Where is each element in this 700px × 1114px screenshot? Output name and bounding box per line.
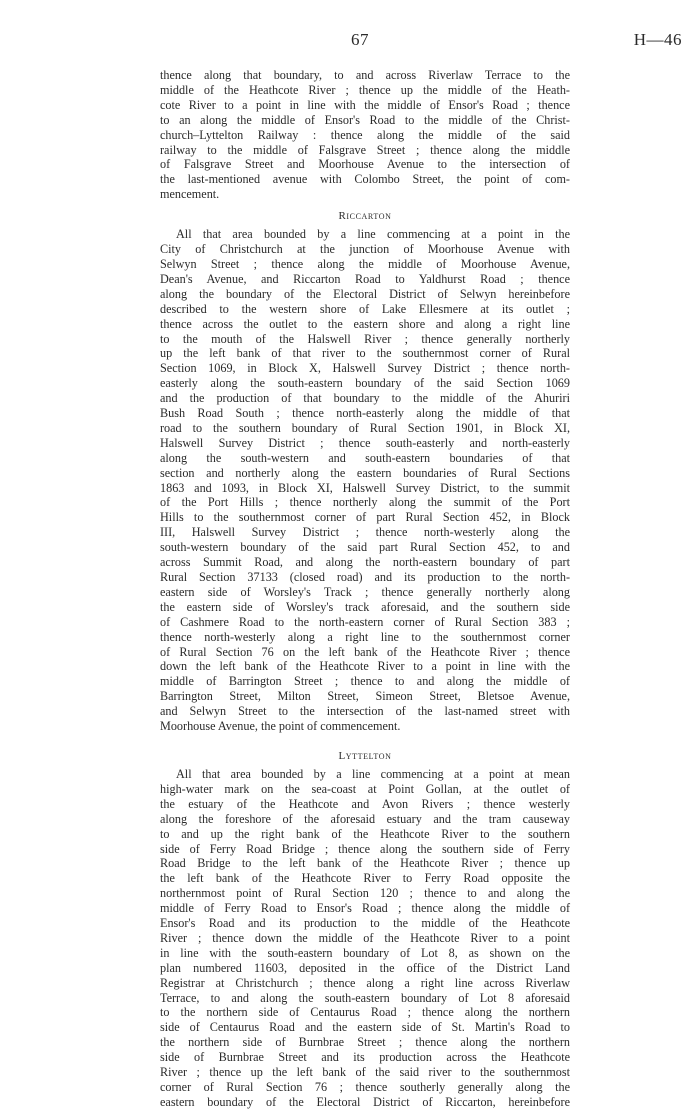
text-line: Dean's Avenue, and Riccarton Road to Yaldhurst Road ; thence: [160, 271, 570, 286]
text-line: to and up the right bank of the Heathcote River to the southern: [160, 826, 570, 841]
text-line: middle of Barrington Street ; thence to and along the middle of: [160, 674, 570, 689]
text-line: to the northern side of Centaurus Road ; thence along the northern: [160, 1005, 570, 1020]
paragraph-riccarton: [160, 227, 570, 734]
text-line: Section 1069, in Block X, Halswell Survey District ; thence north-: [160, 361, 570, 376]
text-line: the last-mentioned avenue with Colombo Street, the point of com-: [160, 172, 570, 187]
text-line: thence along that boundary, to and across Riverlaw Terrace to the: [160, 68, 570, 82]
text-line: middle of Ferry Road to Ensor's Road ; thence along the middle of: [160, 901, 570, 916]
text-line: side of Ferry Road Bridge ; thence along the southern side of Ferry: [160, 841, 570, 856]
text-line: of Cashmere Road to the north-eastern corner of Rural Section 383 ;: [160, 614, 570, 629]
text-line: road to the southern boundary of Rural Section 1901, in Block XI,: [160, 420, 570, 435]
text-line: railway to the middle of Falsgrave Street ; thence along the middle: [160, 142, 570, 157]
text-line: in line with the south-eastern boundary of Lot 8, as shown on the: [160, 945, 570, 960]
text-line: of Falsgrave Street and Moorhouse Avenue to the intersection of: [160, 157, 570, 172]
paragraph-continuation: [160, 68, 570, 202]
text-line: thence north-westerly along a right line to the southernmost corner: [160, 629, 570, 644]
text-line: eastern side of Worsley's Track ; thence generally northerly along: [160, 584, 570, 599]
text-line: Terrace, to and along the south-eastern boundary of Lot 8 aforesaid: [160, 990, 570, 1005]
page-number: 67: [351, 30, 369, 49]
text-line: to an along the middle of Ensor's Road to the middle of the Christ-: [160, 112, 570, 127]
text-line: corner of Rural Section 76 ; thence southerly generally along the: [160, 1080, 570, 1094]
text-line: Barrington Street, Milton Street, Simeon Street, Bletsoe Avenue,: [160, 689, 570, 704]
text-line: All that area bounded by a line commencing at a point at mean: [176, 766, 570, 781]
text-line: along the south-western and south-eastern boundaries of that: [160, 450, 570, 465]
text-line: of Rural Section 76 on the left bank of the Heathcote River ; thence: [160, 644, 570, 659]
page-content: [160, 68, 570, 1110]
text-line: church–Lyttelton Railway : thence along the middle of the said: [160, 127, 570, 142]
text-line: Registrar at Christchurch ; thence along a right line across Riverlaw: [160, 975, 570, 990]
text-line: easterly along the south-eastern boundary of the said Section 1069: [160, 376, 570, 391]
text-line: and Selwyn Street to the intersection of the last-named street with: [160, 704, 570, 719]
text-line: and the production of that boundary to the middle of the Ahuriri: [160, 391, 570, 406]
text-line: Hills to the southernmost corner of part Rural Section 452, in Block: [160, 510, 570, 525]
text-line: Rural Section 37133 (closed road) and its production to the north-: [160, 570, 570, 584]
text-line: All that area bounded by a line commencing at a point in the: [176, 227, 570, 242]
section-heading-lyttelton: Lyttelton: [338, 749, 392, 762]
text-line: the estuary of the Heathcote and Avon Rivers ; thence westerly: [160, 796, 570, 811]
text-line: described to the western shore of Lake Ellesmere at its outlet ;: [160, 301, 570, 316]
text-line: plan numbered 11603, deposited in the office of the District Land: [160, 960, 570, 975]
text-line: thence across the outlet to the eastern shore and along a right line: [160, 316, 570, 331]
paragraph-lyttelton: [160, 767, 570, 1110]
text-line: section and northerly along the eastern boundaries of Rural Sections: [160, 465, 570, 480]
text-line: northernmost point of Rural Section 120 ; thence to and along the: [160, 886, 570, 901]
text-line: middle of the Heathcote River ; thence up the middle of the Heath-: [160, 82, 570, 97]
text-line: the northern side of Burnbrae Street ; thence along the northern: [160, 1035, 570, 1050]
text-line: 1863 and 1093, in Block XI, Halswell Survey District, to the summit: [160, 480, 570, 495]
text-line: across Summit Road, and along the north-eastern boundary of part: [160, 555, 570, 570]
text-line: Moorhouse Avenue, the point of commencement.: [160, 719, 401, 734]
text-line: up the left bank of that river to the southernmost corner of Rural: [160, 346, 570, 361]
text-line: eastern boundary of the Electoral District of Riccarton, hereinbefore: [160, 1094, 570, 1109]
text-line: Selwyn Street ; thence along the middle of Moorhouse Avenue,: [160, 256, 570, 271]
text-line: along the boundary of the Electoral District of Selwyn hereinbefore: [160, 286, 570, 301]
text-line: the eastern side of Worsley's track aforesaid, and the southern side: [160, 599, 570, 614]
text-line: south-western boundary of the said part Rural Section 452, to and: [160, 540, 570, 555]
text-line: Road Bridge to the left bank of the Heathcote River ; thence up: [160, 856, 570, 871]
text-line: Halswell Survey District ; thence south-easterly and north-easterly: [160, 435, 570, 450]
text-line: River ; thence up the left bank of the said river to the southernmost: [160, 1065, 570, 1080]
text-line: III, Halswell Survey District ; thence north-westerly along the: [160, 525, 570, 540]
text-line: River ; thence down the middle of the Heathcote River to a point: [160, 930, 570, 945]
text-line: to the mouth of the Halswell River ; thence generally northerly: [160, 331, 570, 346]
text-line: cote River to a point in line with the middle of Ensor's Road ; thence: [160, 97, 570, 112]
text-line: along the foreshore of the aforesaid estuary and the tram causeway: [160, 811, 570, 826]
text-line: Bush Road South ; thence north-easterly along the middle of that: [160, 406, 570, 421]
text-line: side of Centaurus Road and the eastern side of St. Martin's Road to: [160, 1020, 570, 1035]
text-line: side of Burnbrae Street and its production across the Heathcote: [160, 1050, 570, 1065]
text-line: down the left bank of the Heathcote River to a point in line with the: [160, 659, 570, 674]
text-line: high-water mark on the sea-coast at Point Gollan, at the outlet of: [160, 781, 570, 796]
document-reference: H—46: [633, 30, 682, 49]
text-line: City of Christchurch at the junction of Moorhouse Avenue with: [160, 242, 570, 257]
text-line: Ensor's Road and its production to the middle of the Heathcote: [160, 916, 570, 931]
section-heading-riccarton: Riccarton: [338, 210, 392, 223]
text-line: of the Port Hills ; thence northerly along the summit of the Port: [160, 495, 570, 510]
text-line: the left bank of the Heathcote River to Ferry Road opposite the: [160, 871, 570, 886]
text-line: mencement.: [160, 187, 220, 202]
